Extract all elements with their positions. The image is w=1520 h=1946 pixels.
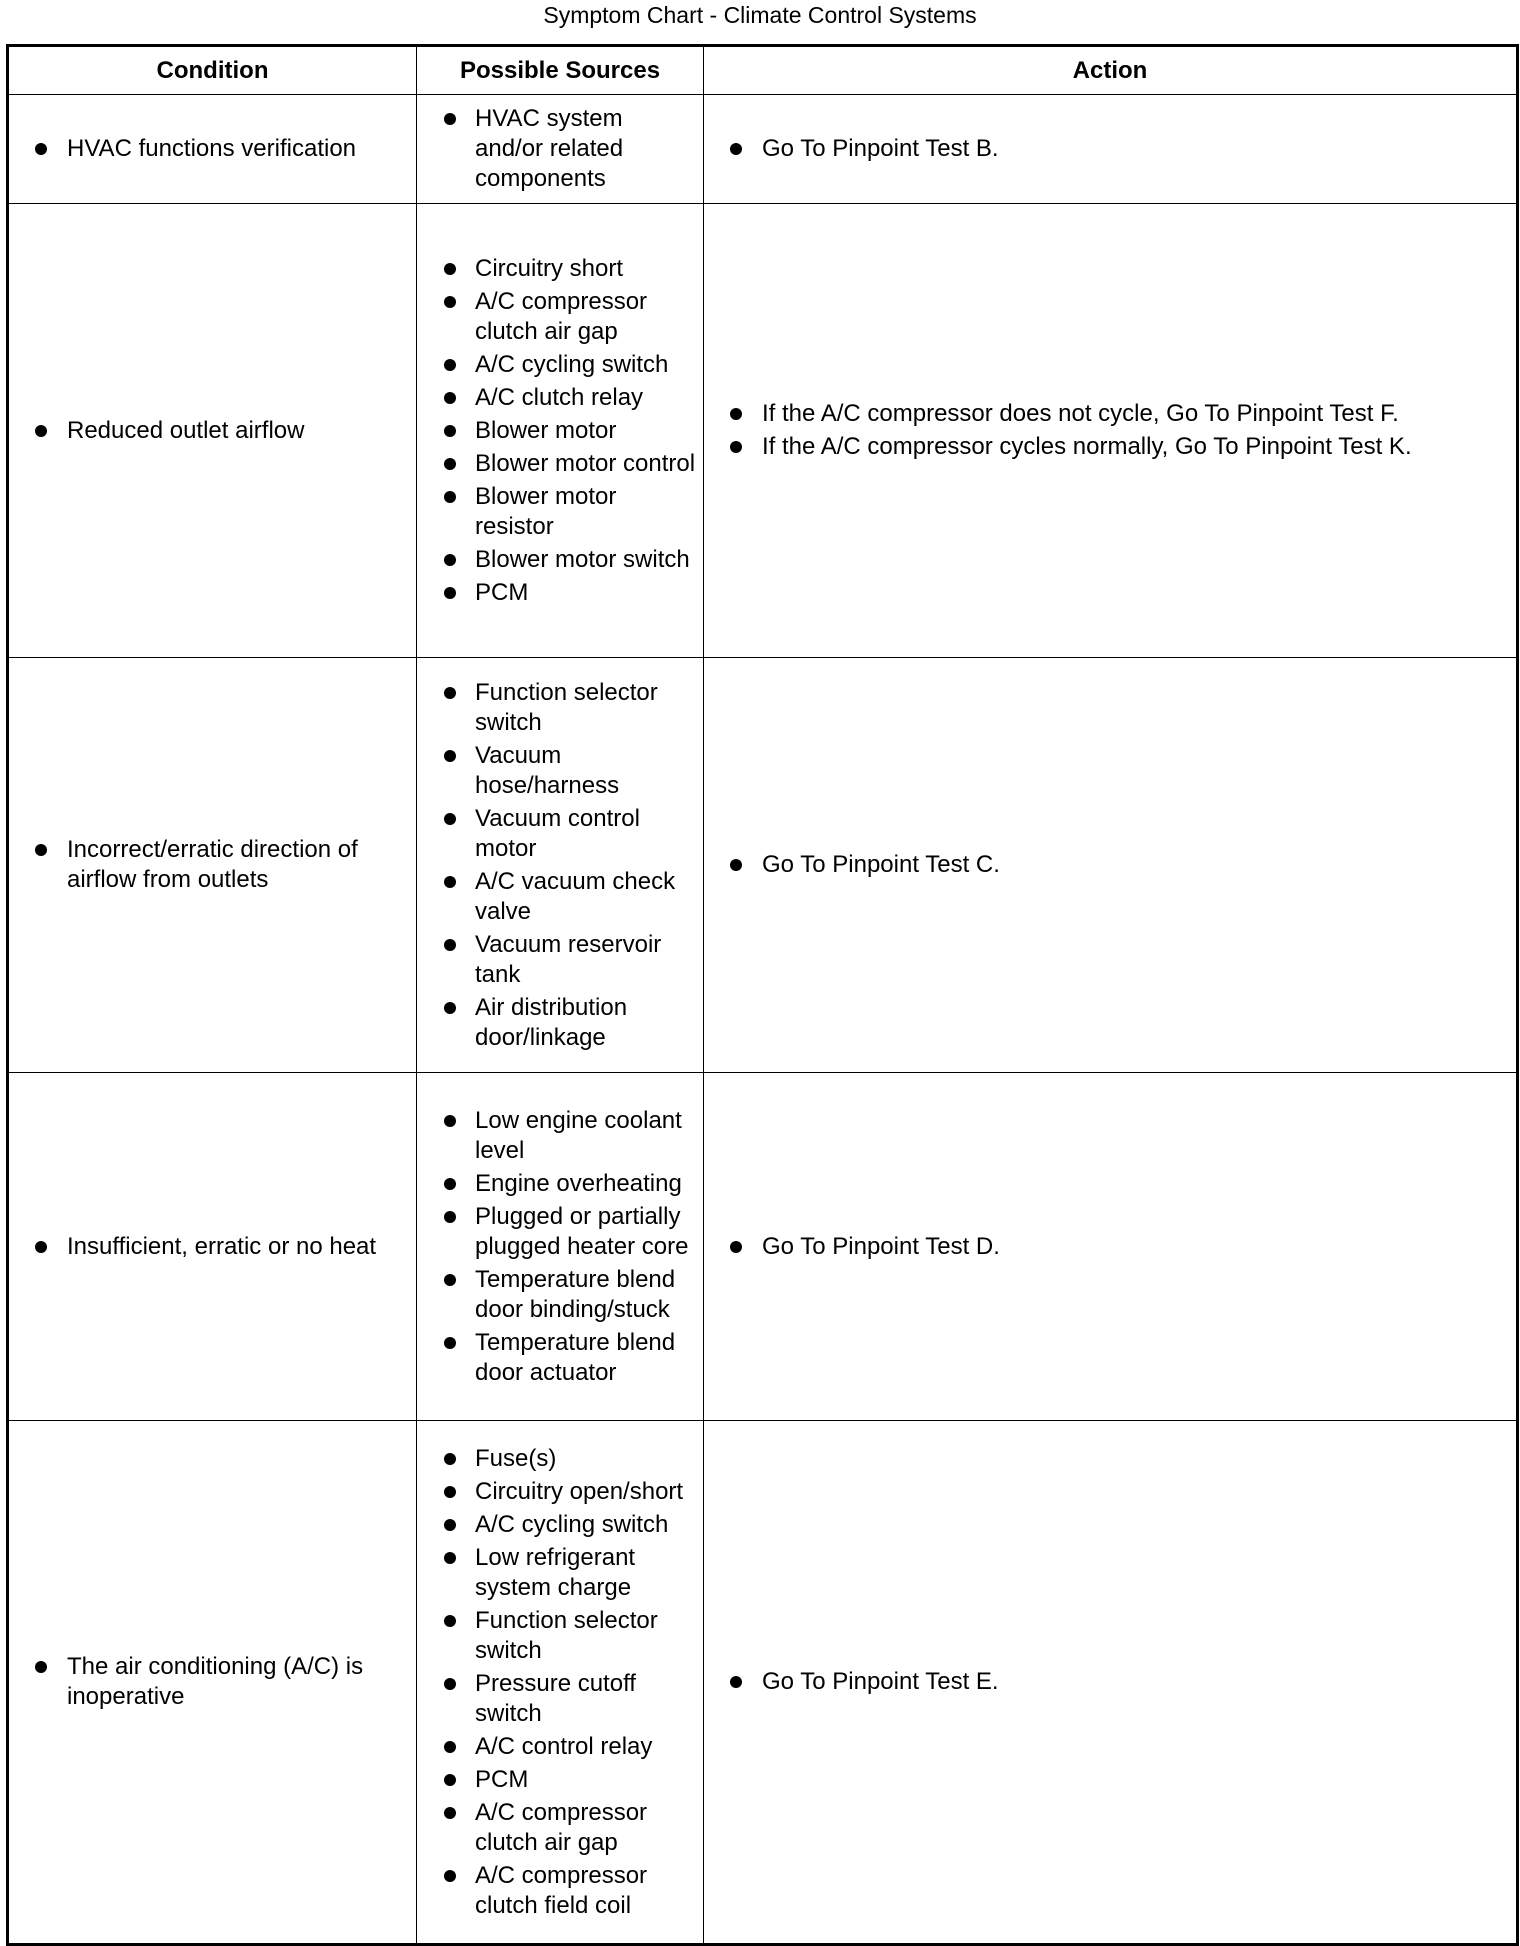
source-item: Vacuum reservoir tank: [475, 930, 697, 990]
condition-cell: [8, 95, 417, 204]
condition-item-list: [9, 134, 416, 164]
table-row: [8, 658, 1518, 1073]
source-item: HVAC system and/or related components: [475, 104, 697, 194]
condition-cell: [8, 1421, 417, 1945]
condition-cell: [8, 658, 417, 1073]
action-item-list: [704, 399, 1516, 462]
source-item: Air distribution door/linkage: [475, 993, 697, 1053]
source-item: Vacuum hose/harness: [475, 741, 697, 801]
action-cell: [704, 95, 1518, 204]
source-item-list: [417, 669, 703, 1062]
source-item: Fuse(s): [475, 1444, 697, 1474]
source-item: Engine overheating: [475, 1169, 697, 1199]
action-cell: [704, 1421, 1518, 1945]
source-item: A/C control relay: [475, 1732, 697, 1762]
header-possible-sources: Possible Sources: [417, 46, 704, 95]
source-item-list: [417, 1097, 703, 1397]
action-item: Go To Pinpoint Test D.: [762, 1232, 1502, 1262]
source-item: Function selector switch: [475, 678, 697, 738]
condition-item: Reduced outlet airflow: [67, 416, 402, 446]
action-cell: [704, 1073, 1518, 1421]
source-item: A/C compressor clutch air gap: [475, 287, 697, 347]
condition-item-list: [9, 1232, 416, 1262]
source-item: Plugged or partially plugged heater core: [475, 1202, 697, 1262]
source-item: Circuitry short: [475, 254, 697, 284]
table-row: [8, 204, 1518, 658]
source-item: A/C cycling switch: [475, 1510, 697, 1540]
action-item: If the A/C compressor cycles normally, Go To Pinpoint Test K.: [762, 432, 1502, 462]
action-item-list: [704, 1667, 1516, 1697]
table-row: [8, 95, 1518, 204]
condition-item-list: [9, 416, 416, 446]
condition-cell: [8, 1073, 417, 1421]
condition-cell: [8, 204, 417, 658]
source-item: Blower motor control: [475, 449, 696, 477]
source-item: Function selector switch: [475, 1606, 697, 1666]
source-item-list: [417, 1435, 703, 1930]
source-item: Blower motor switch: [475, 545, 697, 575]
source-item: A/C vacuum check valve: [475, 867, 697, 927]
source-item-list: [417, 95, 703, 203]
action-item: Go To Pinpoint Test C.: [762, 850, 1502, 880]
source-item: Temperature blend door actuator: [475, 1328, 697, 1388]
header-action: Action: [704, 46, 1518, 95]
source-item: A/C cycling switch: [475, 350, 697, 380]
condition-item-list: [9, 835, 416, 895]
source-item: Circuitry open/short: [475, 1477, 697, 1507]
source-item: Blower motor: [475, 416, 697, 446]
condition-item-list: [9, 1652, 416, 1712]
source-item: A/C clutch relay: [475, 383, 697, 413]
action-item: If the A/C compressor does not cycle, Go To Pinpoint Test F.: [762, 399, 1502, 429]
possible-sources-cell: [417, 1073, 704, 1421]
action-cell: [704, 204, 1518, 658]
source-item: A/C compressor clutch air gap: [475, 1798, 697, 1858]
condition-item: Incorrect/erratic direction of airflow from outlets: [67, 835, 402, 895]
header-condition: Condition: [8, 46, 417, 95]
condition-item: Insufficient, erratic or no heat: [67, 1232, 402, 1262]
action-cell: [704, 658, 1518, 1073]
condition-item: The air conditioning (A/C) is inoperative: [67, 1652, 402, 1712]
source-item: Low engine coolant level: [475, 1106, 697, 1166]
source-item: Low refrigerant system charge: [475, 1543, 697, 1603]
source-item: PCM: [475, 578, 697, 608]
table-row: [8, 1421, 1518, 1945]
condition-item: HVAC functions verification: [67, 134, 402, 164]
possible-sources-cell: [417, 1421, 704, 1945]
possible-sources-cell: [417, 95, 704, 204]
source-item: Temperature blend door binding/stuck: [475, 1265, 697, 1325]
source-item: A/C compressor clutch field coil: [475, 1861, 697, 1921]
action-item: Go To Pinpoint Test E.: [762, 1667, 1502, 1697]
header-row: [8, 46, 1518, 95]
source-item: Pressure cutoff switch: [475, 1669, 697, 1729]
source-item: Vacuum control motor: [475, 804, 697, 864]
chart-title: Symptom Chart - Climate Control Systems: [543, 2, 977, 28]
symptom-table: [6, 44, 1519, 1946]
action-item: Go To Pinpoint Test B.: [762, 134, 1502, 164]
possible-sources-cell: [417, 658, 704, 1073]
source-item-list: [417, 245, 703, 617]
table-row: [8, 1073, 1518, 1421]
possible-sources-cell: [417, 204, 704, 658]
source-item: Blower motor resistor: [475, 482, 697, 542]
action-item-list: [704, 1232, 1516, 1262]
action-item-list: [704, 134, 1516, 164]
source-item: PCM: [475, 1765, 697, 1795]
action-item-list: [704, 850, 1516, 880]
